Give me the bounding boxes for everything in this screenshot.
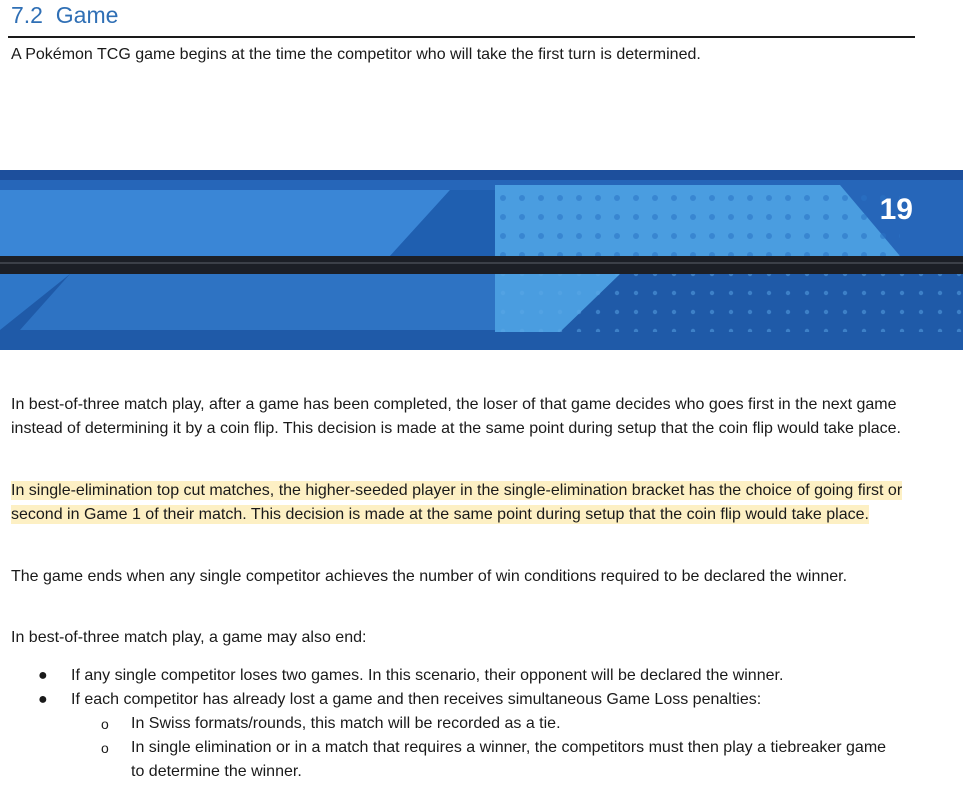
highlighted-text: In single-elimination top cut matches, the higher-seeded player in the single-elimination bracket has the choice of going first or second in Game 1 of their match. This decision is made at the same point during setup that the coin flip would take place. bbox=[11, 482, 903, 523]
circle-bullet-icon: o bbox=[101, 716, 109, 732]
sub-list-item-text: In Swiss formats/rounds, this match will be recorded as a tie. bbox=[131, 715, 561, 732]
circle-bullet-icon: o bbox=[101, 740, 109, 756]
page-banner bbox=[0, 170, 963, 350]
list-item-text: If any single competitor loses two games. In this scenario, their opponent will be declared the winner. bbox=[71, 667, 784, 684]
paragraph-game-end: The game ends when any single competitor achieves the number of win conditions required to be declared the winner. bbox=[11, 568, 848, 585]
game-end-list bbox=[0, 664, 963, 784]
section-heading bbox=[11, 2, 118, 29]
section-number: 7.2 bbox=[11, 2, 43, 28]
bullet-icon: ● bbox=[38, 667, 48, 684]
paragraph-top-cut bbox=[11, 479, 916, 527]
paragraph-also-end: In best-of-three match play, a game may also end: bbox=[11, 629, 367, 646]
heading-rule bbox=[8, 36, 915, 38]
bullet-icon: ● bbox=[38, 691, 48, 708]
sub-list-item bbox=[0, 712, 963, 736]
page-number: 19 bbox=[879, 193, 913, 226]
sub-list-item bbox=[0, 736, 963, 784]
intro-text: A Pokémon TCG game begins at the time the competitor who will take the first turn is determined. bbox=[11, 46, 701, 63]
list-item bbox=[0, 688, 963, 712]
list-item-text: If each competitor has already lost a game and then receives simultaneous Game Loss penalties: bbox=[71, 691, 762, 708]
sub-list-item-text: In single elimination or in a match that requires a winner, the competitors must then play a tiebreaker game to determine the winner. bbox=[131, 739, 887, 780]
paragraph-best-of-three: In best-of-three match play, after a game has been completed, the loser of that game decides who goes first in the next game instead of determining it by a coin flip. This decision is made at the same point during setup that the coin flip would take place. bbox=[11, 396, 901, 437]
section-title: Game bbox=[55, 2, 119, 28]
list-item bbox=[0, 664, 963, 688]
